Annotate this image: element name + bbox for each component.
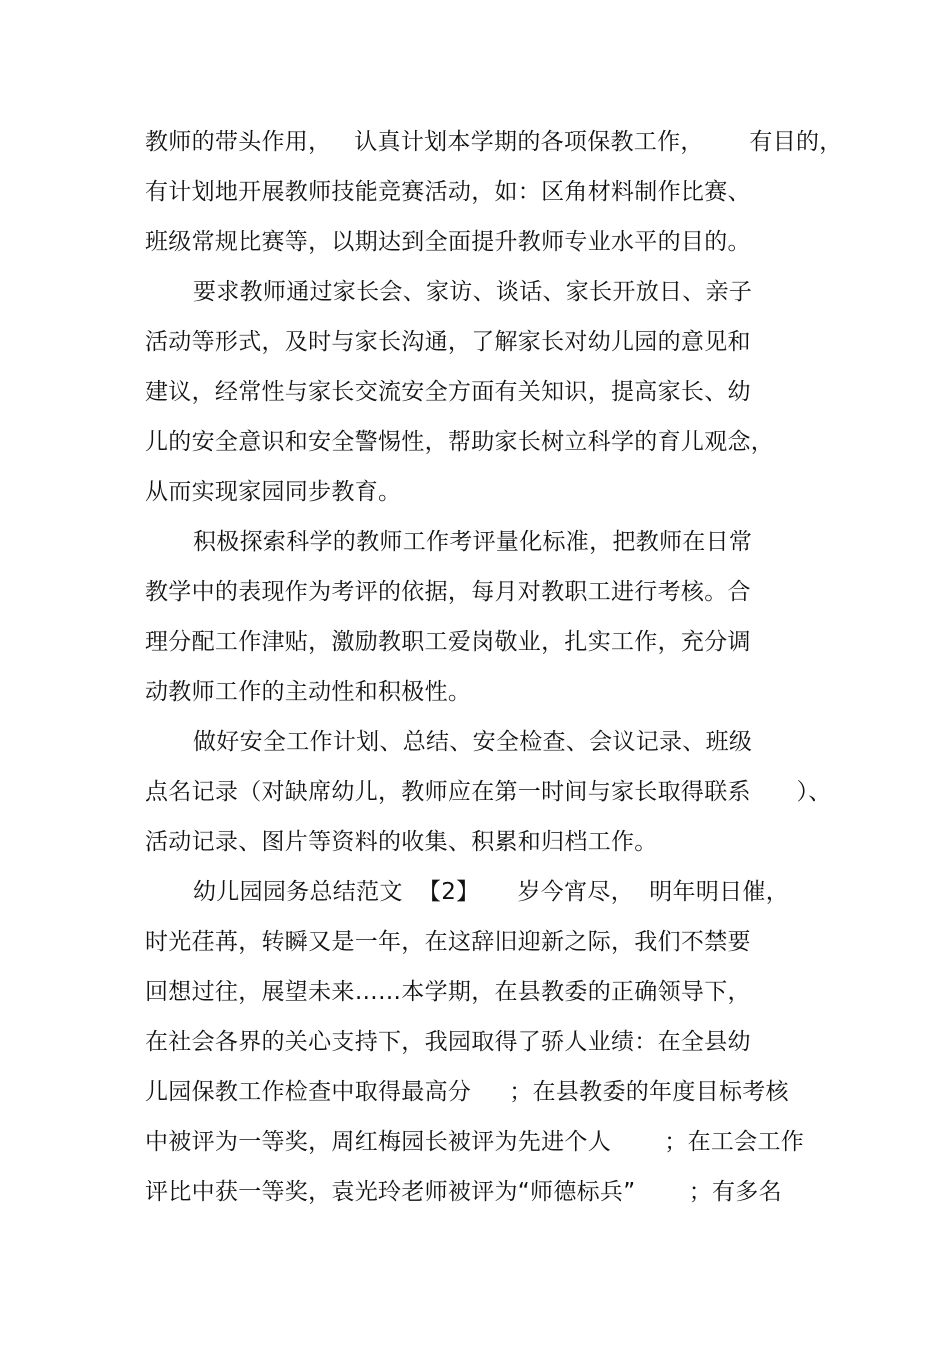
text-line: 回想过往，展望未来……本学期，在县教委的正确领导下， — [145, 979, 751, 1005]
text-line: 理分配工作津贴，激励教职工爱岗敬业，扎实工作，充分调 — [145, 629, 751, 655]
text-line: 有计划地开展教师技能竞赛活动，如：区角材料制作比赛、 — [145, 179, 751, 205]
text-line: 点名记录（对缺席幼儿，教师应在第一时间与家长取得联系 ）、 — [145, 779, 832, 805]
text-line: 幼儿园园务总结范文 【2】 岁今宵尽， 明年明日催， — [193, 879, 790, 905]
text-line: 教师的带头作用， 认真计划本学期的各项保教工作， 有目的， — [145, 129, 843, 155]
text-line: 班级常规比赛等，以期达到全面提升教师专业水平的目的。 — [145, 229, 751, 255]
text-line: 在社会各界的关心支持下，我园取得了骄人业绩：在全县幼 — [145, 1029, 751, 1055]
text-line: 中被评为一等奖，周红梅园长被评为先进个人 ；在工会工作 — [145, 1129, 805, 1155]
text-line: 教学中的表现作为考评的依据，每月对教职工进行考核。合 — [145, 579, 751, 605]
text-line: 做好安全工作计划、总结、安全检查、会议记录、班级 — [193, 729, 753, 755]
text-line: 动教师工作的主动性和积极性。 — [145, 679, 472, 705]
text-line: 儿的安全意识和安全警惕性，帮助家长树立科学的育儿观念， — [145, 429, 775, 455]
text-line: 要求教师通过家长会、家访、谈话、家长开放日、亲子 — [193, 279, 753, 305]
text-line: 活动记录、图片等资料的收集、积累和归档工作。 — [145, 829, 658, 855]
text-line: 活动等形式，及时与家长沟通，了解家长对幼儿园的意见和 — [145, 329, 751, 355]
text-line: 建议，经常性与家长交流安全方面有关知识，提高家长、幼 — [145, 379, 751, 405]
text-line: 从而实现家园同步教育。 — [145, 479, 402, 505]
text-line: 评比中获一等奖，袁光玲老师被评为“师德标兵” ；有多名 — [145, 1179, 782, 1205]
text-line: 儿园保教工作检查中取得最高分 ；在县教委的年度目标考核 — [145, 1079, 789, 1105]
text-line: 积极探索科学的教师工作考评量化标准，把教师在日常 — [193, 529, 753, 555]
text-line: 时光荏苒，转瞬又是一年，在这辞旧迎新之际，我们不禁要 — [145, 929, 751, 955]
